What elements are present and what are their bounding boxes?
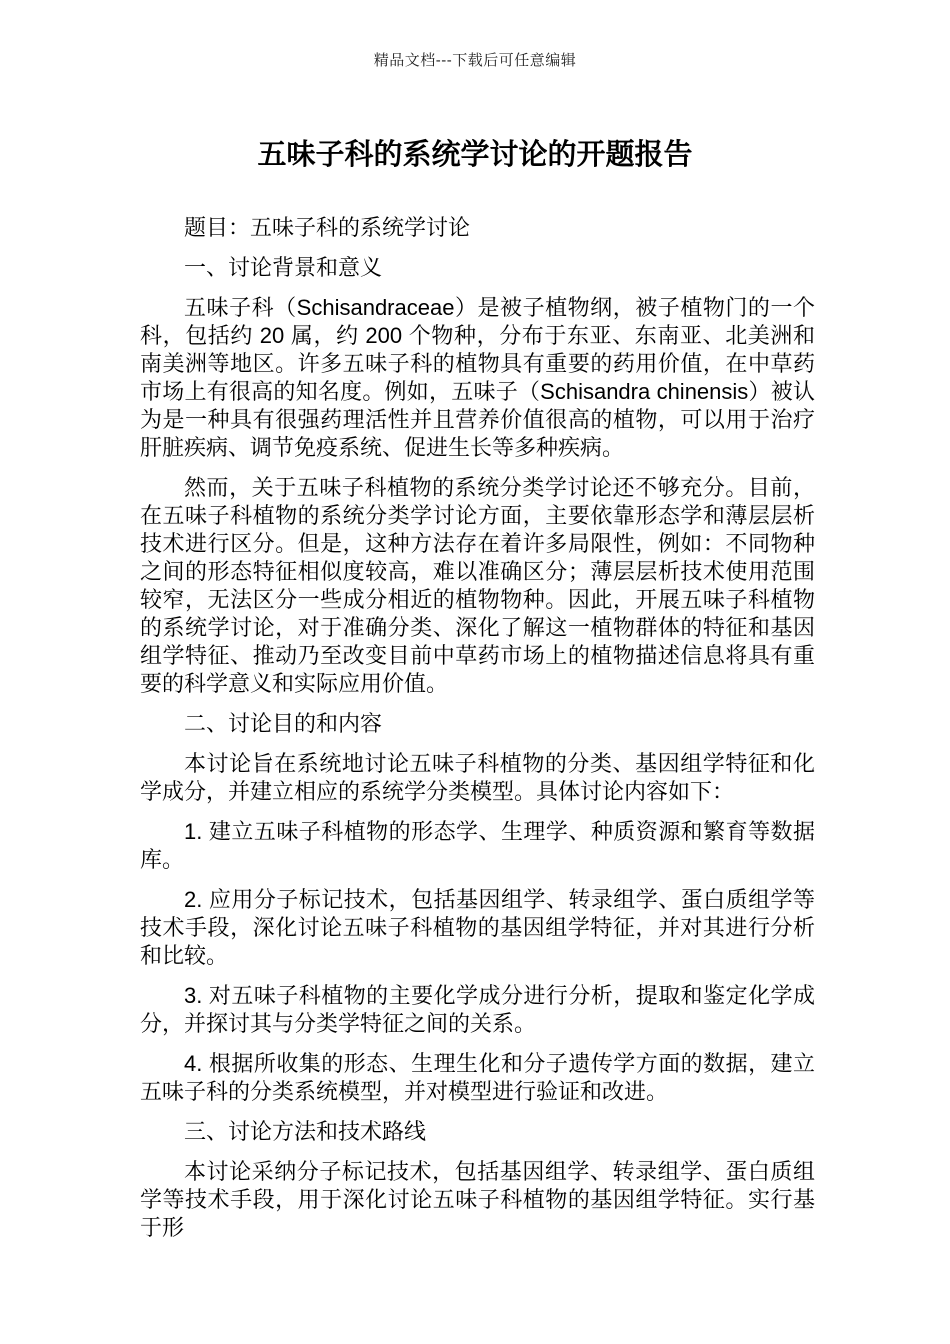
paragraph: 2. 应用分子标记技术，包括基因组学、转录组学、蛋白质组学等技术手段，深化讨论五味子科植物的基因组学特征，并对其进行分析和比较。 [140,887,815,968]
paragraph: 五味子科（Schisandraceae）是被子植物纲，被子植物门的一个科，包括约 20 属，约 200 个物种，分布于东亚、东南亚、北美洲和南美洲等地区。许多五味子科的植物具有重要的药用价值，在中草药市场上有很高的知名度。例如，五味子（Schisandra chinensis）被认为是一种具有很强药理活性并且营养价值很高的植物，可以用于治疗肝脏疾病、调节免疫系统、促进生长等多种疾病。 [140,295,815,460]
paragraph: 1. 建立五味子科植物的形态学、生理学、种质资源和繁育等数据库。 [140,819,815,872]
document-body [0,214,950,1242]
paragraph: 4. 根据所收集的形态、生理生化和分子遗传学方面的数据，建立五味子科的分类系统模型，并对模型进行验证和改进。 [140,1051,815,1104]
watermark-text: 精品文档---下载后可任意编辑 [373,52,577,69]
paragraph: 3. 对五味子科植物的主要化学成分进行分析，提取和鉴定化学成分，并探讨其与分类学特征之间的关系。 [140,983,815,1036]
document-title: 五味子科的系统学讨论的开题报告 [257,139,693,171]
section-heading: 一、讨论背景和意义 [184,255,383,280]
section-heading: 二、讨论目的和内容 [184,711,383,736]
section-heading: 三、讨论方法和技术路线 [184,1119,427,1144]
paragraph: 本讨论采纳分子标记技术，包括基因组学、转录组学、蛋白质组学等技术手段，用于深化讨论五味子科植物的基因组学特征。实行基于形 [140,1159,815,1240]
subtitle-line: 题目：五味子科的系统学讨论 [184,215,471,240]
paragraph: 然而，关于五味子科植物的系统分类学讨论还不够充分。目前，在五味子科植物的系统分类学讨论方面，主要依靠形态学和薄层层析技术进行区分。但是，这种方法存在着许多局限性，例如：不同物种之间的形态特征相似度较高，难以准确区分；薄层层析技术使用范围较窄，无法区分一些成分相近的植物物种。因此，开展五味子科植物的系统学讨论，对于准确分类、深化了解这一植物群体的特征和基因组学特征、推动乃至改变目前中草药市场上的植物描述信息将具有重要的科学意义和实际应用价值。 [140,475,815,696]
paragraph: 本讨论旨在系统地讨论五味子科植物的分类、基因组学特征和化学成分，并建立相应的系统学分类模型。具体讨论内容如下： [140,751,815,804]
